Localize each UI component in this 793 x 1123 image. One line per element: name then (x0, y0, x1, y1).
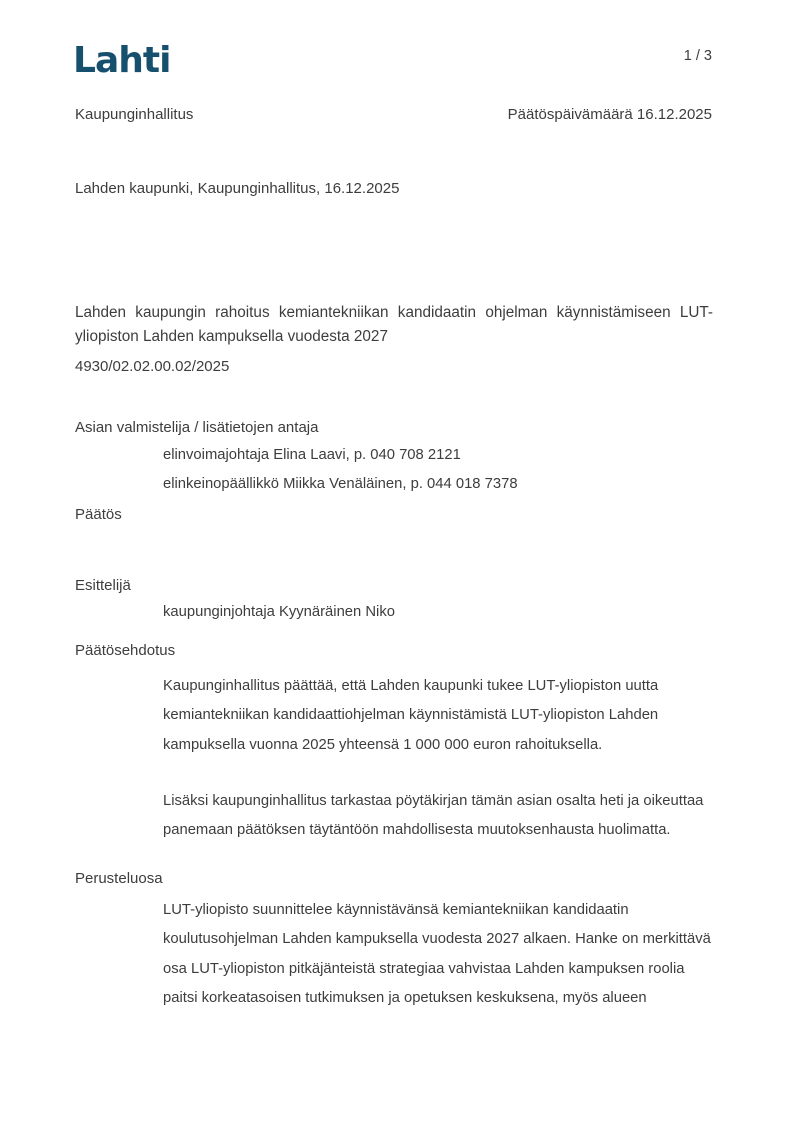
case-reference-number: 4930/02.02.00.02/2025 (75, 358, 230, 375)
paragraph-line: koulutusohjelman Lahden kampuksella vuodesta 2027 alkaen. Hanke on merkittävä (163, 931, 711, 948)
case-title (75, 301, 713, 348)
paragraph-line: LUT-yliopisto suunnittelee käynnistävänsä kemiantekniikan kandidaatin (163, 902, 629, 918)
paragraph-line: osa LUT-yliopiston pitkäjänteistä strategiaa vahvistaa Lahden kampuksen roolia (163, 960, 685, 977)
rationale-paragraph (163, 896, 718, 1014)
lahti-city-logo: Lahti (73, 40, 171, 81)
paragraph-line: Lisäksi kaupunginhallitus tarkastaa pöytäkirjan tämän asian osalta heti ja oikeuttaa (163, 793, 704, 809)
paragraph-line: paitsi korkeatasoisen tutkimuksen ja opetuksen keskuksena, myös alueen (163, 990, 647, 1007)
preparer-contact: elinkeinopäällikkö Miikka Venäläinen, p. 044 018 7378 (163, 476, 518, 493)
presenter-name: kaupunginjohtaja Kyynäräinen Niko (163, 604, 395, 620)
proposal-paragraph-1 (163, 672, 718, 760)
case-title-line-1: Lahden kaupungin rahoitus kemiantekniikan kandidaatin ohjelman käynnistämiseen LUT- (75, 304, 713, 321)
document-header-row (75, 106, 712, 123)
section-heading-rationale: Perusteluosa (75, 870, 163, 887)
case-title-line-2: yliopiston Lahden kampuksella vuodesta 2027 (75, 327, 388, 345)
preparer-contact-list (163, 441, 718, 500)
paragraph-line: Kaupunginhallitus päättää, että Lahden kaupunki tukee LUT-yliopiston uutta (163, 678, 659, 694)
decision-date: Päätöspäivämäärä 16.12.2025 (507, 106, 712, 123)
presenter-name-block (163, 598, 718, 627)
committee-name: Kaupunginhallitus (75, 106, 194, 123)
preparer-contact: elinvoimajohtaja Elina Laavi, p. 040 708 2121 (163, 447, 461, 463)
paragraph-line: kampuksella vuonna 2025 yhteensä 1 000 000 euron rahoituksella. (163, 736, 603, 753)
section-heading-decision: Päätös (75, 506, 122, 523)
section-heading-presenter: Esittelijä (75, 577, 131, 594)
proposal-paragraph-2 (163, 787, 718, 846)
paragraph-line: panemaan päätöksen täytäntöön mahdollisesta muutoksenhausta huolimatta. (163, 822, 671, 839)
section-heading-proposal: Päätösehdotus (75, 642, 176, 659)
document-identifier-line: Lahden kaupunki, Kaupunginhallitus, 16.12.2025 (75, 180, 400, 197)
section-heading-preparer: Asian valmistelija / lisätietojen antaja (75, 419, 319, 436)
paragraph-line: kemiantekniikan kandidaattiohjelman käynnistämistä LUT-yliopiston Lahden (163, 707, 659, 724)
page-number: 1 / 3 (683, 48, 712, 64)
